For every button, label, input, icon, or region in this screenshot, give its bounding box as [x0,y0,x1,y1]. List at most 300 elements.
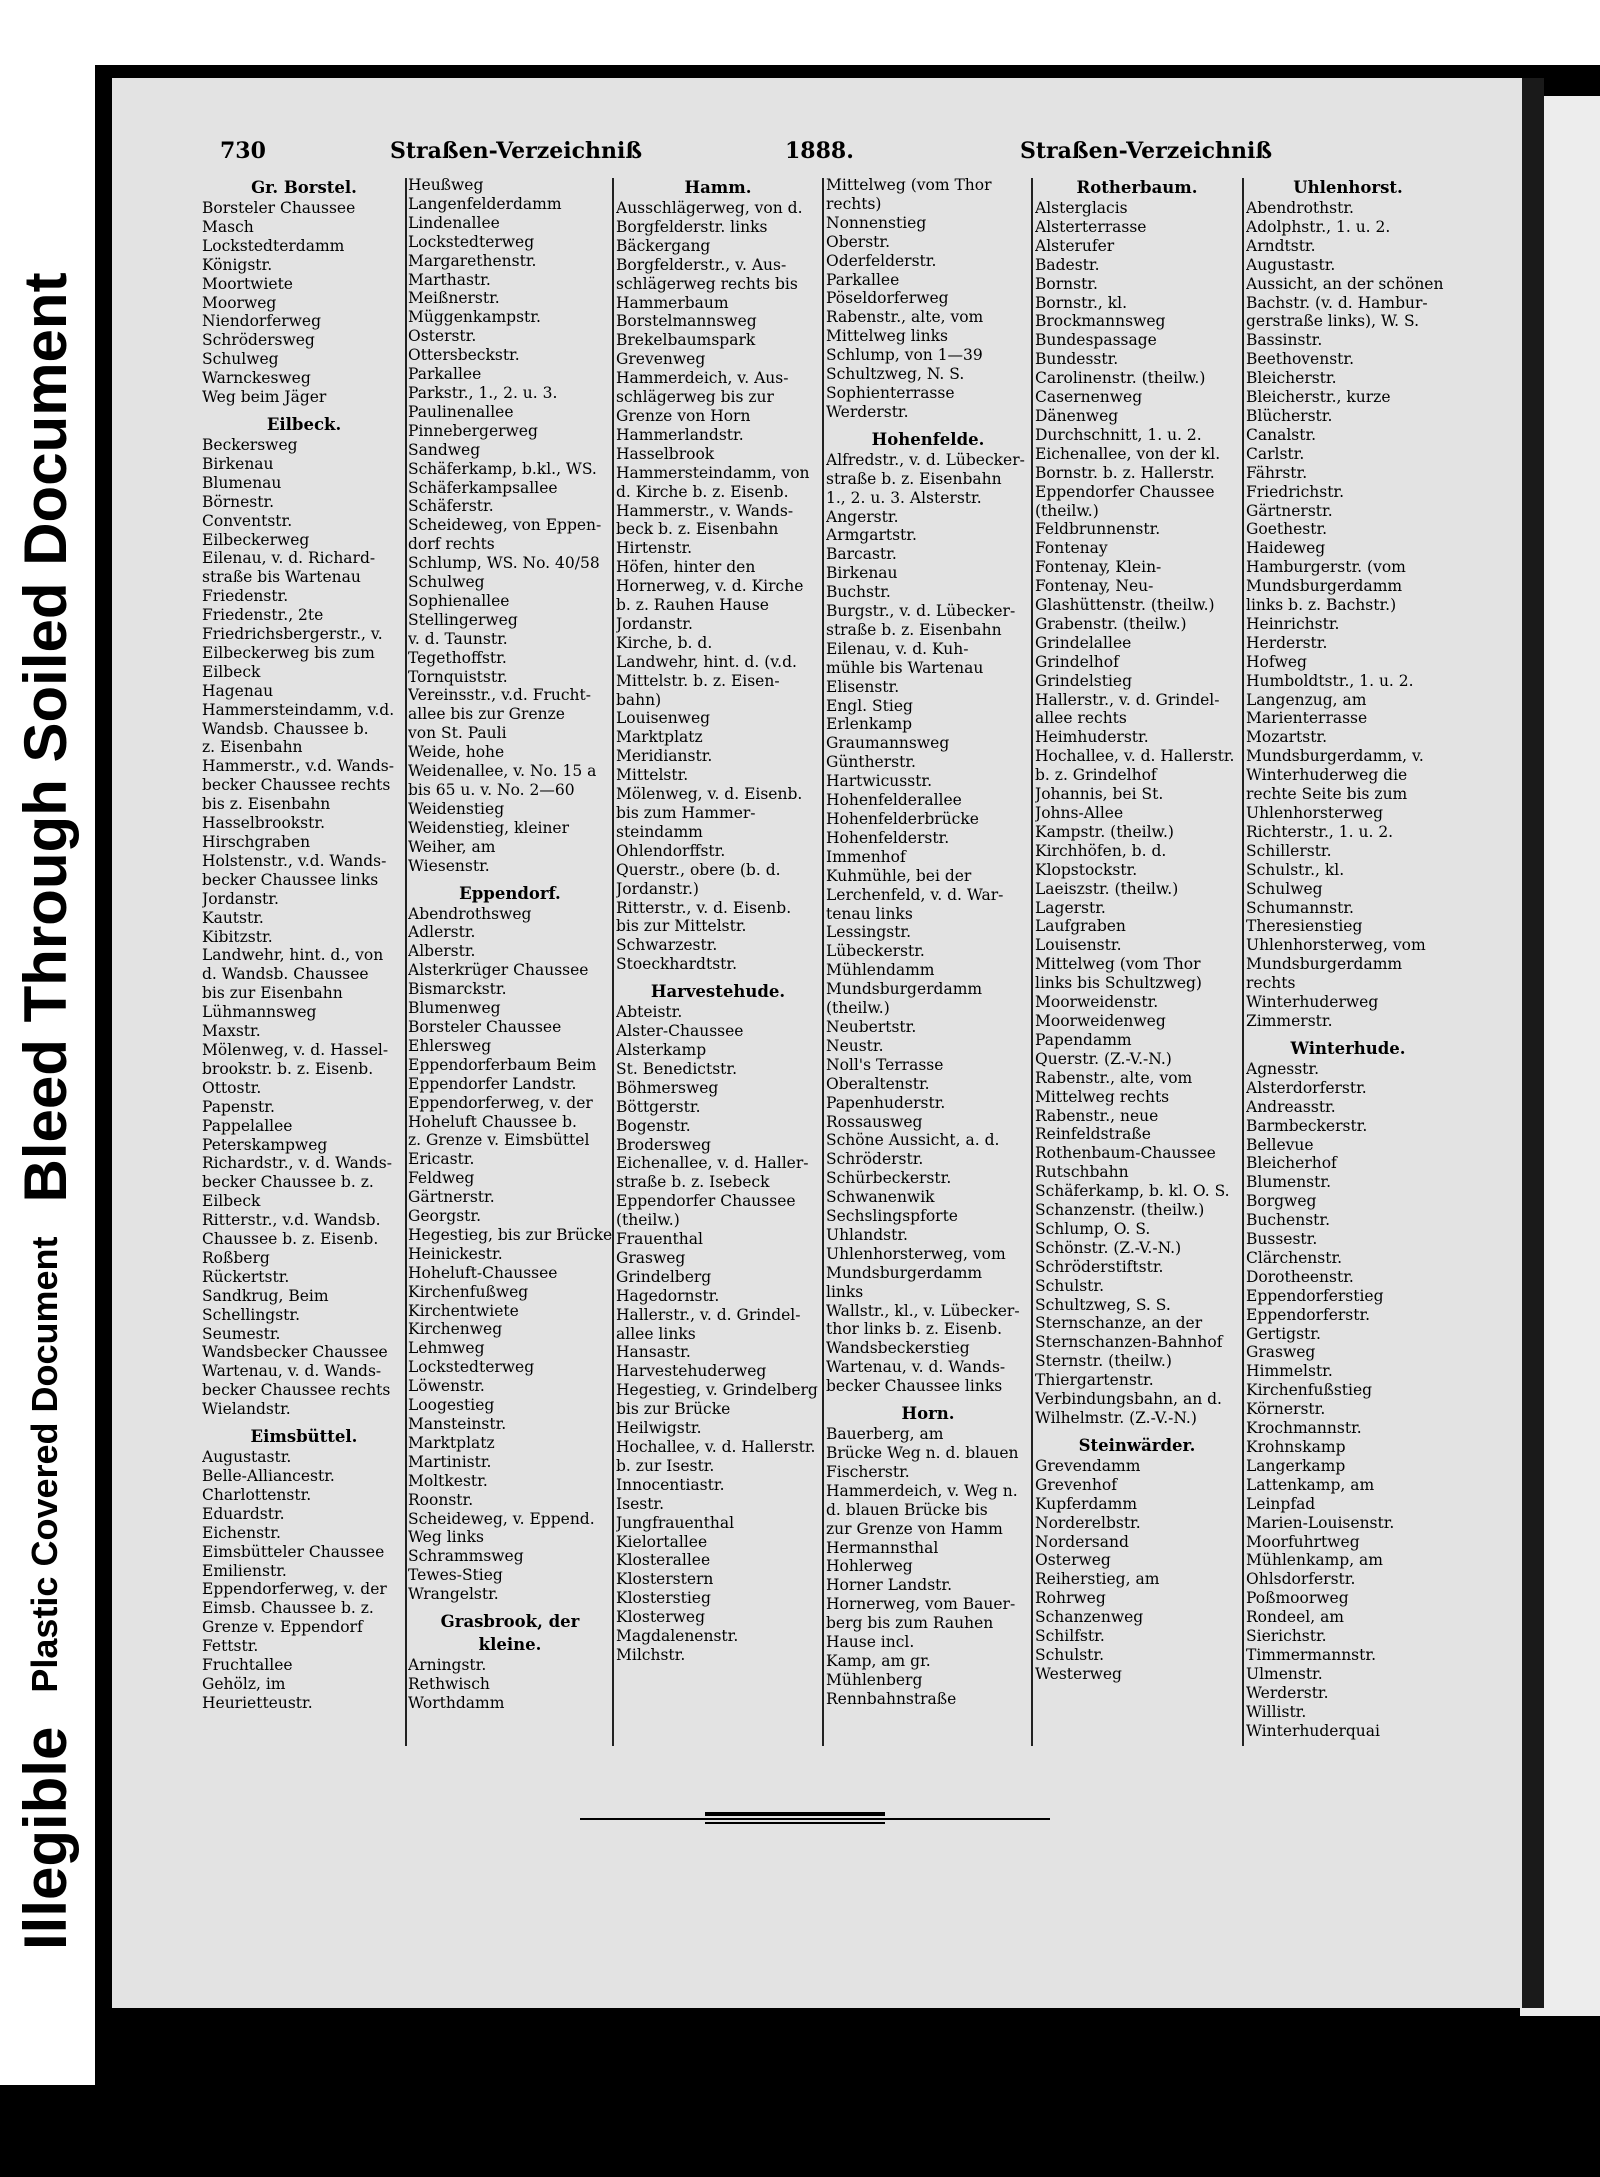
street-entry: Sternschanzen-Bahnhof [1035,1333,1223,1352]
street-entry: allee rechts [1035,709,1127,728]
street-entry: Buchenstr. [1246,1211,1331,1230]
street-entry: Harvestehuderweg [616,1362,767,1381]
street-entry: Loogestieg [408,1396,495,1415]
street-entry: Hallerstr., v. d. Grindel- [616,1305,801,1324]
street-entry: Sandkrug, Beim [202,1286,329,1305]
street-entry: Mittelweg (vom Thor [1035,955,1201,974]
street-entry: Hammerdeich, v. Weg n. [826,1481,1018,1500]
street-entry: Osterstr. [408,327,477,346]
street-entry: Pöseldorferweg [826,289,949,308]
street-entry: Borgfelderstr., v. Aus- [616,255,787,274]
street-entry: Müggenkampstr. [408,308,541,327]
street-entry: Heinrichstr. [1246,614,1340,633]
street-entry: becker Chaussee links [202,870,379,889]
street-entry: Fischerstr. [826,1462,910,1481]
stamp-plastic-covered: Plastic Covered Document [24,1236,65,1693]
street-entry: Haideweg [1246,539,1326,558]
street-entry: Pappelallee [202,1116,293,1135]
district-heading: Grasbrook, der kleine. [440,1612,580,1655]
street-entry: Humboldtstr., 1. u. 2. [1246,671,1414,690]
street-entry: Weiher, am [408,837,496,856]
street-entry: Kirchenfußweg [408,1282,529,1301]
street-entry: Fontenay, Klein- [1035,558,1162,577]
street-entry: Carlstr. [1246,444,1305,463]
street-entry: Schwanenwik [826,1188,935,1207]
street-entry: straße b. z. Isebeck [616,1173,770,1192]
street-entry: Blumenweg [408,999,501,1018]
street-entry: Landwehr, hint. d. (v.d. [616,652,797,671]
header-title-left: Straßen-Verzeichniß [390,138,643,164]
column-divider [822,178,824,1746]
street-entry: Scheideweg, von Eppen- [408,516,602,535]
street-entry: Alberstr. [408,942,476,961]
street-entry: Hegestieg, v. Grindelberg [616,1381,818,1400]
street-entry: Schulstr. [1035,1276,1105,1295]
street-entry: Heurietteustr. [202,1693,313,1712]
street-entry: bis zur Brücke [616,1400,731,1419]
street-entry: Herderstr. [1246,633,1328,652]
street-entry: Schröderstiftstr. [1035,1257,1164,1276]
street-entry: Langenzug, am [1246,690,1367,709]
street-entry: Hegestieg, bis zur Brücke [408,1225,612,1244]
street-entry: Canalstr. [1246,425,1317,444]
street-entry: Tewes-Stieg [408,1566,503,1585]
street-entry: Casernenweg [1035,388,1143,407]
street-entry: Moorweidenweg [1035,1011,1166,1030]
street-entry: Weg beim Jäger [202,388,327,407]
street-entry: Papenhuderstr. [826,1093,946,1112]
street-entry: Winterhuderweg die [1246,766,1408,785]
street-entry: Wrangelstr. [408,1585,499,1604]
street-entry: Charlottenstr. [202,1485,312,1504]
street-column-2 [408,176,612,1713]
street-entry: Bleicherstr., kurze [1246,388,1391,407]
street-entry: Osterweg [1035,1551,1111,1570]
street-entry: Klosterallee [616,1551,711,1570]
street-entry: Querstr., obere (b. d. [616,860,781,879]
street-entry: Lattenkamp, am [1246,1475,1375,1494]
street-entry: Grenze von Horn [616,406,751,425]
street-column-1 [202,176,406,1713]
street-entry: Eilbeckerweg [202,530,310,549]
street-entry: bis z. Eisenbahn [202,795,331,814]
street-entry: Langenfelderdamm [408,194,562,213]
street-entry: Jordanstr. [202,889,279,908]
street-entry: Papendamm [1035,1030,1132,1049]
street-entry: Grevenweg [616,350,706,369]
street-entry: Heilwigstr. [616,1419,702,1438]
end-rule-thin [705,1822,885,1824]
street-entry: Schultzweg, S. S. [1035,1295,1171,1314]
street-entry: Lagerstr. [1035,898,1106,917]
street-entry: Wandsbecker Chaussee [202,1343,388,1362]
street-entry: Alsterkamp [616,1040,707,1059]
street-entry: Wilhelmstr. (Z.-V.-N.) [1035,1409,1197,1427]
street-column-5 [1035,176,1239,1684]
street-entry: Laufgraben [1035,917,1126,936]
street-entry: Moortwiete [202,274,293,293]
street-entry: Jungfrauenthal [616,1513,735,1532]
street-entry: Mühlendamm [826,961,935,980]
street-entry: Oberaltenstr. [826,1074,930,1093]
street-entry: Marthastr. [408,270,491,289]
street-entry: Rabenstr., alte, vom [1035,1068,1193,1087]
street-entry: gerstraße links), W. S. [1246,312,1420,331]
street-entry: Eilenau, v. d. Richard- [202,549,376,568]
end-rule-thick [705,1812,885,1816]
street-entry: Bogenstr. [616,1116,691,1135]
street-entry: thor links b. z. Eisenb. [826,1320,1003,1339]
street-entry: Ericastr. [408,1150,475,1169]
street-entry: Niendorferweg [202,312,322,331]
street-entry: Parkallee [826,270,900,289]
street-entry: Oderfelderstr. [826,251,937,270]
street-entry: Nonnenstieg [826,213,927,232]
street-entry: Durchschnitt, 1. u. 2. [1035,425,1202,444]
street-entry: Hammerstr., v. Wands- [616,501,794,520]
street-entry: Fontenay, Neu- [1035,577,1154,596]
street-entry: tenau links [826,904,913,923]
street-entry: Burgstr., v. d. Lübecker- [826,602,1016,621]
street-entry: Grasweg [1246,1343,1316,1362]
street-entry: Mühlenberg [826,1670,923,1689]
street-entry: Lockstedterweg [408,232,535,251]
street-entry: Kirchhöfen, b. d. [1035,841,1167,860]
street-column-6 [1246,176,1450,1741]
street-entry: Langerkamp [1246,1456,1346,1475]
street-entry: Böttgerstr. [616,1097,701,1116]
street-entry: Alfredstr., v. d. Lübecker- [826,450,1025,469]
column-divider [1242,178,1244,1746]
street-entry: Conventstr. [202,511,293,530]
street-entry: rechts [1246,974,1296,993]
street-entry: Kirchenweg [408,1320,503,1339]
street-entry: v. d. Taunstr. [408,629,508,648]
street-entry: Hochallee, v. d. Hallerstr. [1035,747,1235,766]
street-entry: Schultzweg, N. S. [826,365,965,384]
street-entry: Willistr. [1246,1702,1307,1721]
column-divider [612,178,614,1746]
street-entry: dorf rechts [408,535,495,554]
street-entry: Barmbeckerstr. [1246,1116,1368,1135]
street-entry: (theilw.) [1035,501,1099,520]
street-entry: Ottersbeckstr. [408,346,520,365]
street-entry: Grevendamm [1035,1456,1141,1475]
street-entry: Schanzenstr. (theilw.) [1035,1201,1205,1220]
street-entry: Hohenfelderbrücke [826,810,979,828]
street-entry: Norderelbstr. [1035,1513,1141,1532]
street-entry: Winterhuderquai [1246,1721,1380,1740]
street-entry: b. z. Rauhen Hause [616,596,769,615]
street-entry: Grindelallee [1035,633,1132,652]
street-entry: Reiherstieg, am [1035,1570,1160,1589]
street-entry: Schanzenweg [1035,1608,1144,1627]
street-entry: Milchstr. [616,1645,686,1664]
street-entry: Eppendorfer Chaussee [1035,482,1215,501]
street-entry: Poßmoorweg [1246,1589,1349,1608]
street-entry: Kirchenfußstieg [1246,1381,1373,1400]
district-heading: Rotherbaum. [1076,178,1198,197]
street-entry: Peterskampweg [202,1135,328,1154]
street-entry: Kirche, b. d. [616,633,713,652]
street-entry: Stellingerweg [408,610,518,629]
street-entry: Hagedornstr. [616,1286,720,1305]
district-heading: Harvestehude. [650,982,786,1002]
street-entry: Gärtnerstr. [1246,501,1333,520]
street-entry: Brodersweg [616,1135,711,1154]
street-entry: Ritterstr., v.d. Wandsb. [202,1211,381,1230]
street-entry: Rethwisch [408,1674,490,1693]
street-entry: Bellevue [1246,1135,1314,1154]
street-entry: Kampstr. (theilw.) [1035,822,1174,841]
street-entry: Friedrichstr. [1246,482,1345,501]
street-entry: Fontenay [1035,539,1108,558]
street-entry: Richterstr., 1. u. 2. [1246,822,1394,841]
street-entry: Heimhuderstr. [1035,728,1149,747]
street-entry: Hause incl. [826,1633,915,1652]
street-entry: Bismarckstr. [408,980,507,999]
street-entry: Hornerweg, vom Bauer- [826,1595,1016,1614]
street-entry: Lessingstr. [826,923,912,942]
street-entry: Eilbeck [202,1192,261,1211]
column-divider [405,178,407,1746]
street-entry: Bornstr. [1035,274,1098,293]
street-entry: Thiergartenstr. [1035,1371,1154,1390]
street-entry: Lockstedterweg [408,1358,535,1377]
street-entry: Werderstr. [826,402,909,421]
street-entry: Brekelbaumspark [616,331,756,350]
street-entry: Schäferkamp, b. kl. O. S. [1035,1182,1230,1201]
street-entry: Moorweg [202,293,277,312]
street-entry: Güntherstr. [826,753,916,772]
district-heading: Eimsbüttel. [250,1427,358,1447]
street-entry: brookstr. b. z. Eisenb. [202,1059,374,1078]
street-entry: (theilw.) [616,1211,680,1230]
street-entry: Krochmannstr. [1246,1419,1362,1438]
street-entry: Marktplatz [408,1433,495,1452]
street-entry: Fruchtallee [202,1656,293,1675]
street-entry: Schlump, O. S. [1035,1219,1151,1238]
street-entry: Magdalenenstr. [616,1627,739,1646]
street-entry: b. z. Grindelhof [1035,766,1157,785]
street-entry: Werderstr. [1246,1683,1329,1702]
street-entry: Moorfuhrtweg [1246,1532,1360,1551]
street-entry: Weidenallee, v. No. 15 a [408,762,597,781]
street-entry: Wiesenstr. [408,856,490,875]
street-entry: Eduardstr. [202,1504,285,1523]
street-entry: Wartenau, v. d. Wands- [826,1358,1006,1377]
street-entry: Arndtstr. [1246,236,1316,255]
street-entry: bis zur Eisenbahn [202,984,343,1003]
street-entry: Alsterglacis [1035,199,1128,217]
street-entry: Klopstockstr. [1035,860,1138,879]
street-entry: Graumannsweg [826,734,950,753]
street-entry: Hallerstr., v. d. Grindel- [1035,690,1220,709]
street-entry: Krohnskamp [1246,1438,1346,1456]
street-entry: straße b. z. Eisenbahn [826,620,1002,639]
street-entry: Sandweg [408,440,481,459]
street-entry: Kielortallee [616,1532,708,1551]
street-entry: Rückertstr. [202,1267,290,1286]
street-entry: Stoeckhardtstr. [616,955,738,974]
street-entry: Borsteler Chaussee [202,199,356,217]
street-entry: Schlump, WS. No. 40/58 [408,554,600,573]
street-entry: Fettstr. [202,1637,259,1656]
street-entry: Noll's Terrasse [826,1055,944,1074]
street-entry: Louisenstr. [1035,936,1122,955]
street-entry: Mühlenkamp, am [1246,1551,1383,1570]
street-entry: Roonstr. [408,1490,474,1509]
street-entry: Wandsbeckerstieg [826,1339,970,1358]
street-entry: Schwarzestr. [616,936,718,955]
street-entry: Mozartstr. [1246,728,1328,747]
street-entry: Kupferdamm [1035,1494,1138,1513]
street-entry: Clärchenstr. [1246,1248,1343,1267]
street-entry: Bassinstr. [1246,331,1323,350]
street-entry: Eilbeckerweg bis zum [202,643,375,662]
street-entry: Paulinenallee [408,402,514,421]
street-entry: Hirschgraben [202,833,311,851]
street-entry: Oberstr. [826,232,891,251]
street-entry: d. blauen Brücke bis [826,1500,988,1519]
street-entry: Böhmersweg [616,1078,719,1097]
street-entry: Blücherstr. [1246,406,1333,425]
street-entry: b. zur Isestr. [616,1456,715,1475]
district-heading: Horn. [901,1404,955,1424]
street-entry: Louisenweg [616,709,711,728]
street-entry: Eichenstr. [202,1523,281,1542]
street-entry: Hammerstr., v.d. Wands- [202,757,394,776]
street-entry: Löwenstr. [408,1377,485,1396]
street-entry: Erlenkamp [826,715,913,734]
street-entry: Schillerstr. [1246,841,1332,860]
street-entry: z. Eisenbahn [202,738,303,757]
street-entry: Maxstr. [202,1022,261,1041]
street-entry: Schrödersweg [202,331,315,350]
street-entry: Bundesstr. [1035,350,1119,369]
street-entry: Carolinenstr. (theilw.) [1035,369,1206,388]
street-entry: Bleicherstr. [1246,369,1337,388]
street-entry: bis 65 u. v. No. 2—60 [408,781,575,799]
street-entry: Schürbeckerstr. [826,1169,952,1188]
street-entry: Schäferstr. [408,497,494,516]
street-entry: Mittelstr. [616,766,689,785]
street-entry: Ausschlägerweg, von d. [616,199,803,217]
street-entry: rechts) [826,194,882,213]
street-entry: Hermannsthal [826,1538,939,1557]
street-entry: Jordanstr.) [616,879,699,898]
street-entry: Bussestr. [1246,1230,1318,1249]
street-entry: Rabenstr., alte, vom [826,308,984,327]
street-entry: Rabenstr., neue [1035,1106,1159,1125]
street-entry: Ohlendorffstr. [616,841,726,860]
street-entry: bis zur Mittelstr. [616,917,747,936]
street-entry: Fährstr. [1246,463,1308,482]
street-entry: Mölenweg, v. d. Hassel- [202,1040,389,1059]
street-entry: Eppendorferstr. [1246,1305,1371,1324]
street-entry: Hoheluft Chaussee b. [408,1112,577,1131]
street-entry: Uhlenhorsterweg, vom [1246,936,1426,955]
street-entry: Georgstr. [408,1207,482,1226]
street-entry: Gertigstr. [1246,1324,1321,1343]
street-entry: Bauerberg, am [826,1425,944,1444]
street-entry: Lindenallee [408,213,500,232]
street-entry: Glashüttenstr. (theilw.) [1035,596,1215,615]
street-entry: Grindelberg [616,1267,712,1286]
street-entry: straße b. z. Eisenbahn [826,469,1002,488]
street-entry: Badestr. [1035,255,1100,274]
street-entry: becker Chaussee rechts [202,1381,391,1400]
street-entry: Rutschbahn [1035,1163,1129,1182]
street-entry: Mundsburgerdamm [826,1263,983,1282]
street-entry: Angerstr. [826,507,899,526]
street-entry: Laeiszstr. (theilw.) [1035,879,1179,898]
page-number: 730 [220,138,266,164]
street-entry: Friedenstr., 2te [202,606,324,625]
street-entry: Abendrothsweg [408,904,532,923]
street-entry: Brockmannsweg [1035,312,1166,331]
street-entry: Ottostr. [202,1078,262,1097]
street-entry: Grabenstr. (theilw.) [1035,614,1187,633]
street-entry: becker Chaussee b. z. [202,1173,374,1192]
street-entry: Eichenallee, v. d. Haller- [616,1154,809,1173]
street-column-3 [616,176,820,1665]
archive-stamp [0,0,92,1960]
street-entry: Immenhof [826,847,906,866]
street-entry: Hammerbaum [616,293,729,312]
page-header [210,138,1490,172]
street-entry: Neubertstr. [826,1017,917,1036]
street-entry: Hamburgerstr. (vom [1246,558,1406,577]
street-entry: Warnckesweg [202,369,311,388]
street-entry: Leinpfad [1246,1494,1316,1513]
street-entry: z. Grenze v. Eimsbüttel [408,1131,590,1150]
street-entry: Sternstr. (theilw.) [1035,1352,1172,1371]
street-entry: zur Grenze von Hamm [826,1519,1003,1538]
street-entry: Gärtnerstr. [408,1188,495,1207]
street-entry: becker Chaussee links [826,1377,1003,1396]
header-title-right: Straßen-Verzeichniß [1020,138,1273,164]
column-divider [1031,178,1033,1746]
street-entry: Neustr. [826,1036,884,1055]
street-entry: Schlump, von 1—39 [826,346,983,365]
street-entry: Hasselbrookstr. [202,814,326,833]
street-entry: links b. z. Bachstr.) [1246,596,1397,615]
street-entry: Eppendorferweg, v. der [202,1580,387,1599]
street-entry: Scheideweg, v. Eppend. [408,1509,595,1528]
street-entry: Grasweg [616,1248,686,1267]
street-entry: Schrammsweg [408,1547,524,1566]
street-entry: Uhlandstr. [826,1225,908,1244]
stamp-illegible: Illegible [11,1726,79,1950]
street-entry: beck b. z. Eisenbahn [616,520,779,539]
street-entry: Mittelweg (vom Thor [826,176,992,194]
street-entry: Jordanstr. [616,614,693,633]
street-entry: Kamp, am gr. [826,1651,931,1670]
street-entry: Bornstr., kl. [1035,293,1128,312]
street-entry: Arningstr. [408,1656,487,1675]
street-entry: Augustastr. [1246,255,1336,274]
street-entry: Mundsburgerdamm [1246,955,1403,974]
street-entry: Dänenweg [1035,406,1119,425]
street-entry: steindamm [616,822,703,841]
street-entry: Höfen, hinter den [616,558,756,577]
street-entry: rechte Seite bis zum [1246,785,1408,804]
street-entry: Uhlenhorsterweg [1246,804,1384,822]
street-entry: Johns-Allee [1035,804,1124,822]
street-entry: Kirchentwiete [408,1301,519,1320]
district-heading: Eppendorf. [459,883,561,903]
